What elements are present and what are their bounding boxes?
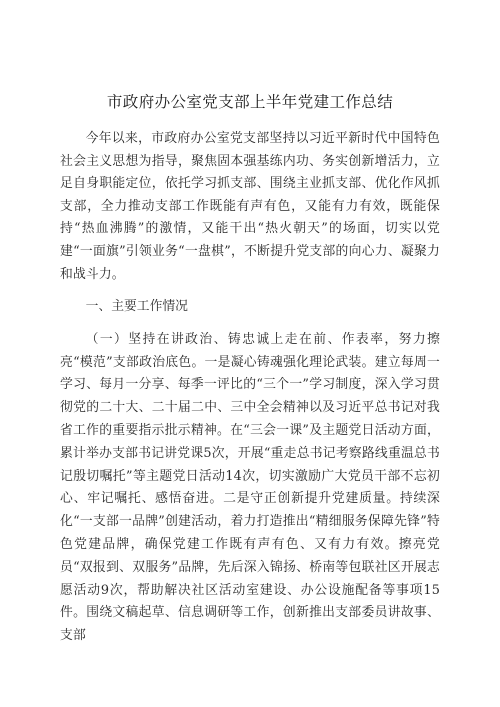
section-paragraph: （一）坚持在讲政治、铸忠诚上走在前、作表率，努力擦亮“模范”支部政治底色。一是凝心铸魂强化理论武装。建立每周一学习、每月一分享、每季一评比的“三个一”学习制度，深入学习贯彻党的二十大、二十届二中、三中全会精神以及习近平总书记对我省工作的重要指示批示精神。在“三会一课”及主题党日活动方面，累计举办支部书记讲党课5次，开展“重走总书记考察路线重温总书记殷切嘱托”等主题党日活动14次，切实激励广大党员干部不忘初心、牢记嘱托、感悟奋进。二是守正创新提升党建质量。持续深化“一支部一品牌”创建活动，着力打造推出“精细服务保障先锋”特色党建品牌，确保党建工作既有声有色、又有力有效。擦亮党员“双报到、双服务”品牌，先后深入锦扬、桥南等包联社区开展志愿活动9次，帮助解决社区活动室建设、办公设施配备等事项15件。围绕文稿起草、信息调研等工作，创新推出支部委员讲故事、支部: [60, 331, 440, 644]
intro-paragraph: 今年以来，市政府办公室党支部坚持以习近平新时代中国特色社会主义思想为指导，聚焦固本强基练内功、务实创新增活力，立足自身职能定位，依托学习抓支部、围绕主业抓支部、优化作风抓支部，全力推动支部工作既能有声有色，又能有力有效，既能保持“热血沸腾”的激情，又能干出“热火朝天”的场面，切实以党建“一面旗”引领业务“一盘棋”，不断提升党支部的向心力、凝聚力和战斗力。: [60, 131, 440, 282]
document-title: 市政府办公室党支部上半年党建工作总结: [106, 93, 394, 111]
section-heading: 一、主要工作情况: [85, 299, 188, 315]
